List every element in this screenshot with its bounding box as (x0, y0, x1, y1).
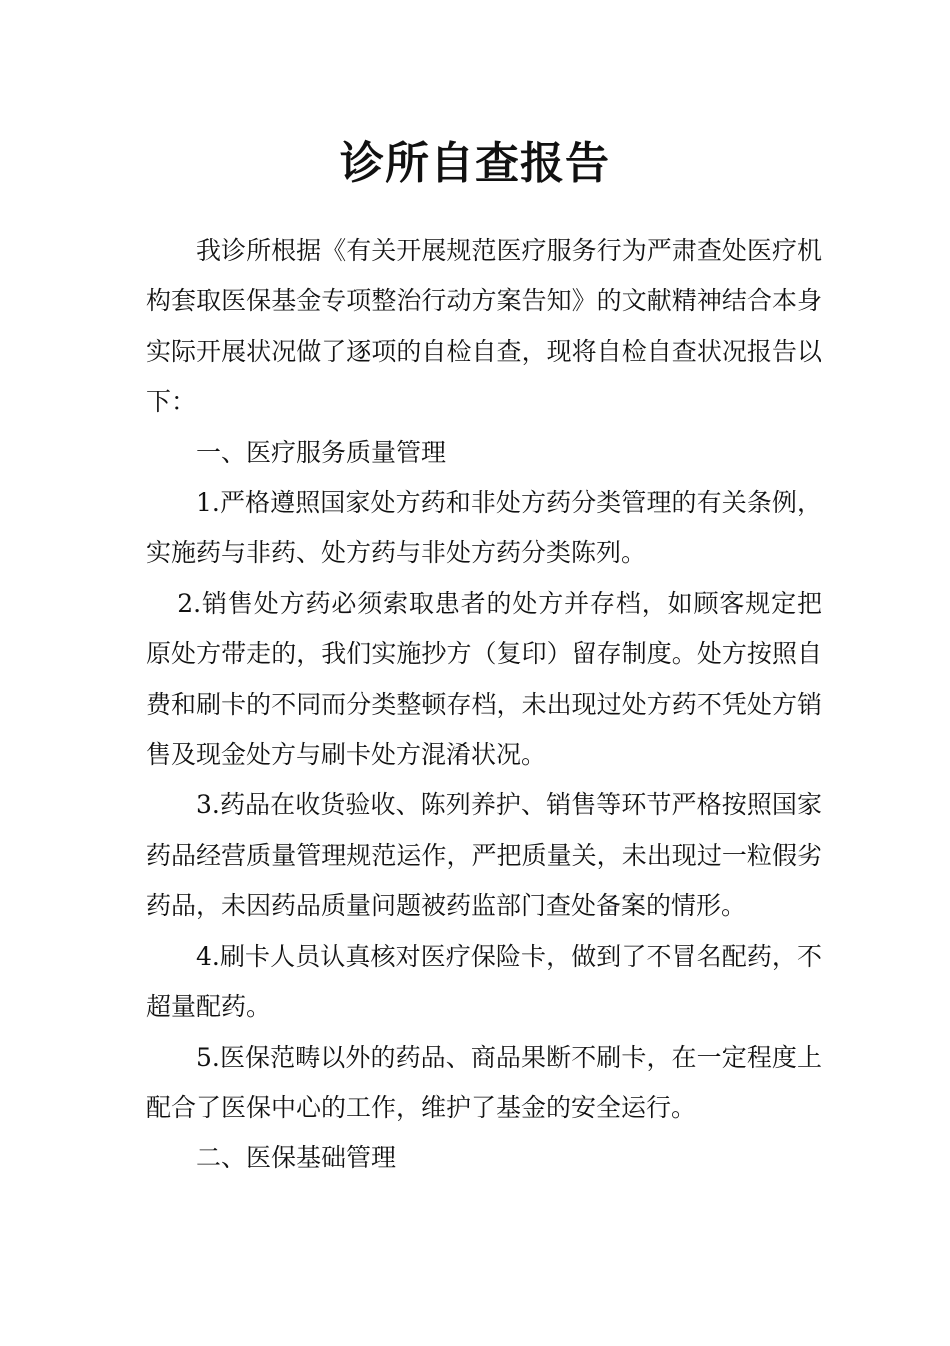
section-heading-2: 二、医保基础管理 (196, 1143, 397, 1173)
document-body (146, 226, 822, 1184)
paragraph-item-4: 4.刷卡人员认真核对医疗保险卡，做到了不冒名配药，不超量配药。 (146, 941, 822, 1022)
paragraph-intro: 我诊所根据《有关开展规范医疗服务行为严肃查处医疗机构套取医保基金专项整治行动方案告知》的文献精神结合本身实际开展状况做了逐项的自检自查，现将自检自查状况报告以下： (146, 236, 822, 417)
paragraph-item-3: 3.药品在收货验收、陈列养护、销售等环节严格按照国家药品经营质量管理规范运作，严把质量关，未出现过一粒假劣药品，未因药品质量问题被药监部门查处备案的情形。 (146, 790, 822, 921)
paragraph-item-5: 5.医保范畴以外的药品、商品果断不刷卡，在一定程度上配合了医保中心的工作，维护了基金的安全运行。 (146, 1042, 822, 1122)
paragraph-item-1: 1.严格遵照国家处方药和非处方药分类管理的有关条例，实施药与非药、处方药与非处方药分类陈列。 (146, 488, 822, 568)
document-title: 诊所自查报告 (340, 138, 610, 189)
paragraph-item-2: 2.销售处方药必须索取患者的处方并存档，如顾客规定把原处方带走的，我们实施抄方（复印）留存制度。处方按照自费和刷卡的不同而分类整顿存档，未出现过处方药不凭处方销售及现金处方与刷卡处方混淆状况。 (146, 588, 822, 770)
section-heading-1: 一、医疗服务质量管理 (196, 437, 447, 467)
